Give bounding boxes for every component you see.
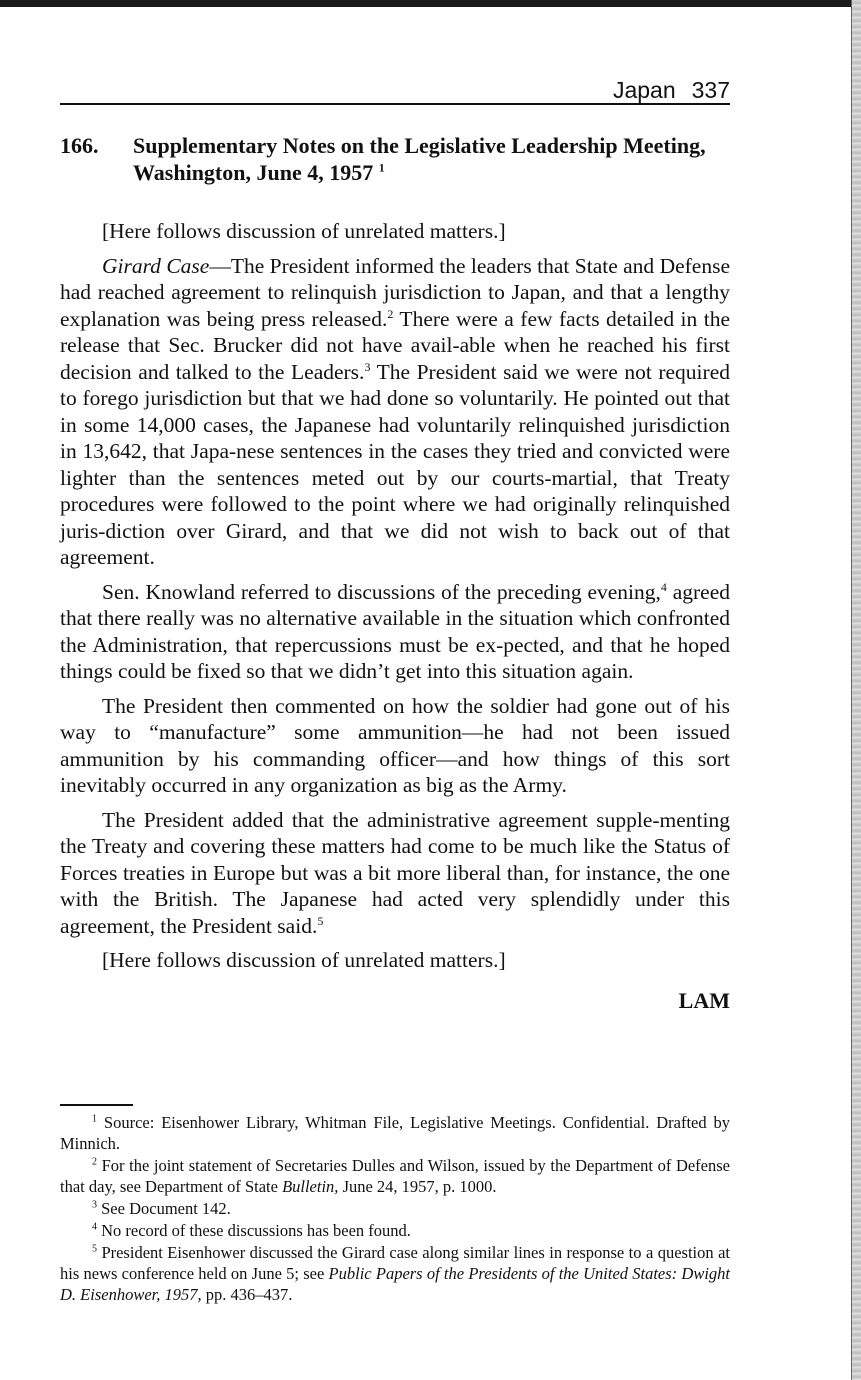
paragraph-editorial-note-end: [Here follows discussion of unrelated matters.] <box>102 948 506 972</box>
paragraph-text: agreed that there really was no alternative available in the situation which confronted the Administration, that repercussions must be ex-pected, and that he hoped things could be fixed so that we didn’t get into this situation again. <box>60 579 730 683</box>
page-edge <box>851 0 861 1380</box>
footnote-italic: Bulletin, <box>282 1177 339 1196</box>
document-title <box>133 132 730 186</box>
paragraph-soldier: The President then commented on how the soldier had gone out of his way to “manufacture” some ammunition—he had not been issued ammunition by his commanding officer—and how things of this sort inevitably occurred in any organization as big as the Army. <box>60 693 730 797</box>
paragraph-text: The President added that the administrative agreement supple-menting the Treaty and covering these matters had come to be much like the Status of Forces treaties in Europe but was a bit more liberal than, for instance, the one with the British. The Japanese had acted very splendidly under this agreement, the President said. <box>60 807 730 938</box>
footnote-2 <box>60 1155 730 1197</box>
footnote-3 <box>60 1198 730 1219</box>
footnote-mark: 1 <box>92 1113 97 1125</box>
footnote-italic: Public Papers of the Presidents of the United States: Dwight D. Eisenhower, 1957, <box>60 1264 731 1304</box>
footnote-mark: 2 <box>92 1156 97 1168</box>
paragraph-knowland <box>60 579 730 685</box>
footnote-ref-2[interactable]: 2 <box>387 306 394 321</box>
top-border <box>0 0 861 7</box>
paragraph-text: There were a few facts detailed in the release that Sec. Brucker did not have avail-able when he reached his first decision and talked to the Leaders. <box>60 306 730 384</box>
paragraph-girard-case <box>60 253 730 571</box>
document-body <box>60 218 730 1014</box>
footnote-text: No record of these discussions has been found. <box>97 1221 411 1240</box>
footnote-mark: 3 <box>92 1199 97 1211</box>
footnote-rule <box>60 1104 133 1106</box>
footnote-text: June 24, 1957, p. 1000. <box>338 1177 497 1196</box>
paragraph-editorial-note: [Here follows discussion of unrelated matters.] <box>102 219 506 243</box>
signature-initials: LAM <box>678 987 730 1013</box>
footnote-text: For the joint statement of Secretaries Dulles and Wilson, issued by the Department of Defense that day, see Department of State <box>60 1156 730 1196</box>
footnote-mark: 5 <box>92 1243 97 1255</box>
footnote-mark: 4 <box>92 1221 97 1233</box>
running-head <box>60 78 730 105</box>
footnote-text: pp. 436–437. <box>201 1285 293 1304</box>
girard-case-lead: Girard Case <box>102 253 210 278</box>
page-number: 337 <box>691 77 730 103</box>
footnote-ref-5[interactable]: 5 <box>317 913 324 928</box>
footnote-ref-4[interactable]: 4 <box>660 579 667 594</box>
document-title-text: Supplementary Notes on the Legislative Leadership Meeting, Washington, June 4, 1957 <box>133 133 706 185</box>
paragraph-text: —The President informed the leaders that State and Defense had reached agreement to relinquish jurisdiction to Japan, and that a lengthy explanation was being press released. <box>60 253 730 331</box>
footnote-4 <box>60 1220 730 1241</box>
footnotes <box>60 1112 730 1306</box>
paragraph-text: Sen. Knowland referred to discussions of the preceding evening, <box>102 579 661 604</box>
footnote-text: President Eisenhower discussed the Girard case along similar lines in response to a question at his news conference held on June 5; see <box>60 1243 730 1283</box>
footnote-text: Source: Eisenhower Library, Whitman File, Legislative Meetings. Confidential. Drafted by Minnich. <box>60 1113 730 1153</box>
footnote-text: See Document 142. <box>97 1199 231 1218</box>
paragraph-agreement <box>60 807 730 940</box>
footnote-1 <box>60 1112 730 1154</box>
page-edge-line <box>851 0 852 1380</box>
document-number: 166. <box>60 133 99 158</box>
paragraph-text: The President said we were not required to forego jurisdiction but that we had done so voluntarily. He pointed out that in some 14,000 cases, the Japanese had voluntarily relinquished jurisdiction in 13,642, that Japa-nese sentences in the cases they tried and convicted were lighter than the sentences meted out by our courts-martial, that Treaty procedures were followed to the point where we had originally relinquished juris-diction over Girard, and that we did not wish to back out of that agreement. <box>60 359 730 569</box>
running-head-section: Japan <box>612 77 676 103</box>
footnote-5 <box>60 1242 730 1305</box>
title-footnote-ref[interactable]: 1 <box>378 160 385 175</box>
footnote-ref-3[interactable]: 3 <box>364 359 371 374</box>
